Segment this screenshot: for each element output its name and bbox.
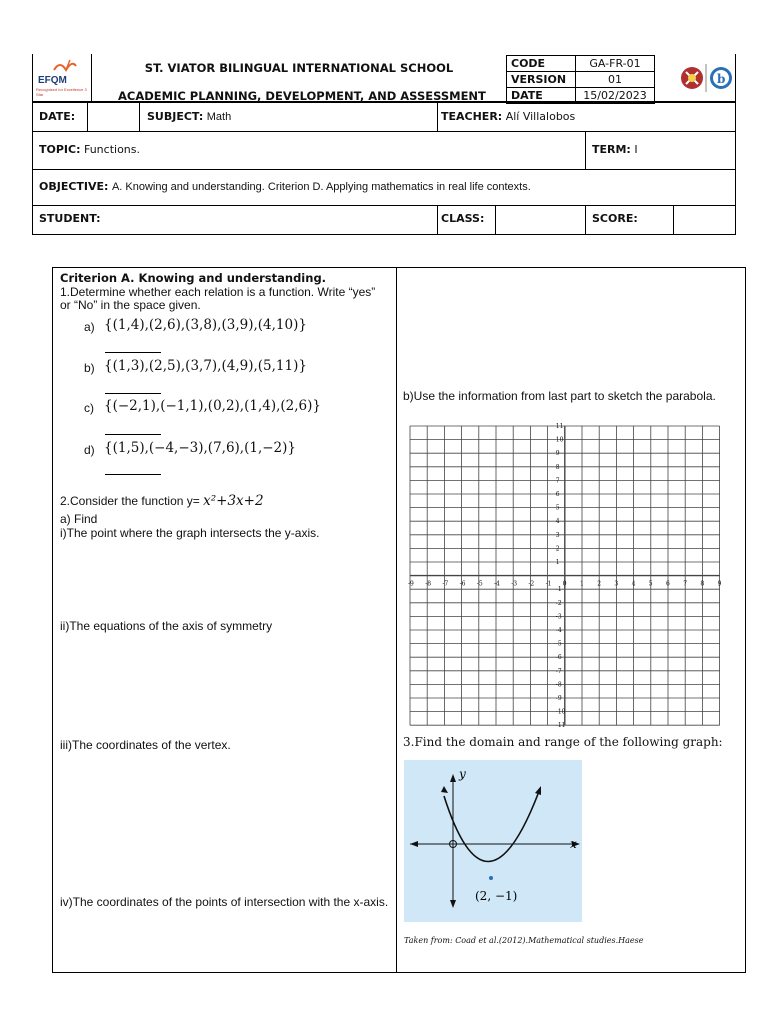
- grid-y-tick-label: 8: [555, 463, 560, 471]
- meta-code-value: GA-FR-01: [576, 56, 655, 72]
- curve-arrow-left: [441, 786, 448, 793]
- x-axis-arrow-left: [410, 841, 418, 847]
- meta-code-label: CODE: [507, 56, 576, 72]
- question-2a-i: i)The point where the graph intersects the y-axis.: [60, 526, 320, 540]
- grid-x-tick-label: 2: [597, 580, 602, 588]
- teacher-label: TEACHER:: [441, 110, 503, 123]
- coordinate-grid[interactable]: [404, 420, 734, 728]
- cell-divider: [585, 205, 586, 235]
- svg-text:b: b: [717, 72, 726, 86]
- y-axis-arrow-down: [450, 900, 456, 908]
- criterion-heading: Criterion A. Knowing and understanding.: [60, 271, 327, 285]
- grid-y-tick-label: -4: [555, 627, 562, 634]
- parabola-curve: [444, 794, 538, 862]
- question-2b: b)Use the information from last part to sketch the parabola.: [403, 389, 716, 403]
- efqm-logo-text: EFQM: [38, 75, 67, 86]
- answer-blank-b[interactable]: [105, 393, 161, 394]
- cell-divider: [495, 205, 496, 235]
- relation-c-label: c): [84, 401, 94, 415]
- subject-label: SUBJECT:: [147, 110, 204, 123]
- relation-b-set: {(1,3),(2,5),(3,7),(4,9),(5,11)}: [104, 358, 307, 374]
- subject-value: Math: [206, 111, 232, 123]
- grid-y-tick-label: -11: [555, 722, 566, 728]
- class-label: CLASS:: [441, 212, 485, 225]
- question-2a-iv: iv)The coordinates of the points of intersection with the x-axis.: [60, 895, 389, 909]
- figure-source: Taken from: Coad et al.(2012).Mathematical studies.Haese: [404, 936, 644, 945]
- score-label: SCORE:: [592, 212, 638, 225]
- y-axis-arrow: [450, 774, 456, 782]
- grid-x-tick-label: 7: [683, 580, 688, 588]
- student-info-table: [32, 102, 736, 235]
- grid-y-tick-label: -2: [555, 599, 562, 607]
- relation-c-set: {(−2,1),(−1,1),(0,2),(1,4),(2,6)}: [104, 398, 321, 414]
- question-2: [60, 494, 264, 508]
- school-crest-icon: [676, 58, 734, 98]
- vertex-point: [489, 876, 493, 880]
- grid-y-tick-label: -9: [555, 695, 562, 702]
- department-name: ACADEMIC PLANNING, DEVELOPMENT, AND ASSESSMENT: [118, 89, 486, 103]
- answer-blank-a[interactable]: [105, 352, 161, 353]
- grid-y-tick-label: 1: [555, 559, 560, 566]
- grid-y-tick-label: -6: [555, 654, 562, 662]
- teacher-cell: [441, 110, 575, 123]
- relation-a-label: a): [84, 320, 95, 334]
- topic-value: Functions.: [83, 143, 140, 156]
- meta-version-value: 01: [576, 72, 655, 88]
- term-label: TERM:: [592, 143, 631, 156]
- student-label: STUDENT:: [39, 212, 101, 225]
- grid-y-tick-label: -10: [555, 708, 566, 716]
- grid-x-tick-label: 3: [614, 580, 619, 588]
- grid-x-tick-label: -5: [476, 580, 483, 588]
- grid-y-tick-label: -3: [555, 613, 562, 621]
- subject-cell: [147, 110, 231, 123]
- cell-divider: [139, 103, 140, 131]
- term-cell: [592, 143, 638, 156]
- grid-x-tick-label: 9: [717, 580, 722, 588]
- grid-x-tick-label: 0: [562, 580, 567, 588]
- y-axis-label: y: [459, 767, 466, 781]
- grid-y-tick-label: 7: [555, 477, 560, 485]
- cell-divider: [437, 103, 438, 131]
- grid-x-tick-label: -8: [425, 580, 432, 588]
- info-row-3: [33, 169, 735, 206]
- school-name: ST. VIATOR BILINGUAL INTERNATIONAL SCHOOL: [144, 61, 454, 75]
- relation-a-set: {(1,4),(2,6),(3,8),(3,9),(4,10)}: [104, 317, 307, 333]
- relation-d-label: d): [84, 443, 95, 457]
- answer-blank-c[interactable]: [105, 434, 161, 435]
- document-meta-table: [506, 55, 655, 104]
- parabola-graph-figure: [404, 760, 582, 922]
- question-2a-ii: ii)The equations of the axis of symmetry: [60, 619, 273, 633]
- grid-x-tick-label: -7: [442, 580, 449, 588]
- topic-cell: [39, 143, 140, 156]
- grid-y-tick-label: 6: [555, 491, 560, 498]
- grid-y-tick-label: 3: [555, 531, 560, 539]
- meta-date-label: DATE: [507, 88, 576, 104]
- curve-arrow-right: [535, 786, 541, 795]
- grid-x-tick-label: -2: [528, 580, 535, 588]
- info-row-2: [33, 131, 735, 170]
- objective-cell: [39, 180, 531, 193]
- efqm-logo-subtext: Recognised for Excellence 3 Star: [36, 87, 87, 97]
- grid-y-tick-label: 9: [555, 450, 560, 458]
- grid-y-tick-label: -5: [555, 640, 562, 648]
- topic-label: TOPIC:: [39, 143, 81, 156]
- school-crest-logos: [676, 58, 734, 98]
- objective-label: OBJECTIVE:: [39, 180, 109, 193]
- meta-date-value: 15/02/2023: [576, 88, 655, 104]
- question-2a: a) Find: [60, 512, 98, 526]
- cell-divider: [585, 131, 586, 169]
- question-3: 3.Find the domain and range of the following graph:: [403, 735, 723, 749]
- meta-version-label: VERSION: [507, 72, 576, 88]
- grid-x-tick-label: -1: [545, 580, 552, 588]
- cell-divider: [87, 103, 88, 131]
- relation-d-set: {(1,5),(−4,−3),(7,6),(1,−2)}: [104, 440, 296, 456]
- grid-x-tick-label: 5: [648, 580, 653, 588]
- question-2a-iii: iii)The coordinates of the vertex.: [60, 738, 231, 752]
- grid-x-tick-label: -4: [494, 580, 500, 588]
- x-axis-label: x: [570, 837, 577, 851]
- grid-y-tick-label: 2: [555, 545, 560, 553]
- grid-x-tick-label: 4: [631, 580, 636, 588]
- column-divider: [396, 267, 397, 973]
- parabola-graph: [404, 760, 582, 922]
- question-1: 1.Determine whether each relation is a function. Write “yes” or “No” in the space given.: [60, 285, 376, 312]
- vertex-label: (2, −1): [475, 889, 518, 903]
- grid-y-tick-label: -7: [555, 667, 562, 675]
- info-row-4: [33, 205, 735, 235]
- cell-divider: [437, 205, 438, 235]
- grid-x-tick-label: -9: [408, 580, 414, 588]
- grid-y-tick-label: 11: [555, 423, 564, 430]
- grid-y-tick-label: 10: [555, 436, 564, 444]
- objective-value: A. Knowing and understanding. Criterion D. Applying mathematics in real life contexts.: [111, 181, 531, 193]
- question-2-function: x²+3x+2: [203, 493, 264, 509]
- info-row-1: [33, 103, 735, 132]
- grid-x-tick-label: -3: [511, 580, 518, 588]
- grid-y-tick-label: 4: [555, 518, 560, 526]
- grid-x-tick-label: -6: [459, 580, 466, 588]
- cell-divider: [673, 205, 674, 235]
- date-label: DATE:: [39, 110, 76, 123]
- grid-x-tick-label: 6: [666, 580, 670, 588]
- grid-x-tick-label: 8: [700, 580, 705, 588]
- question-2-prefix: 2.Consider the function y=: [60, 494, 200, 508]
- answer-blank-d[interactable]: [105, 474, 161, 475]
- grid-y-tick-label: -1: [555, 586, 562, 594]
- teacher-value: Alí Villalobos: [505, 110, 576, 123]
- grid-y-tick-label: 5: [555, 504, 560, 512]
- term-value: I: [634, 143, 638, 156]
- relation-b-label: b): [84, 361, 95, 375]
- grid-x-tick-label: 1: [580, 580, 584, 588]
- grid-y-tick-label: -8: [555, 681, 562, 689]
- efqm-logo: [32, 54, 92, 102]
